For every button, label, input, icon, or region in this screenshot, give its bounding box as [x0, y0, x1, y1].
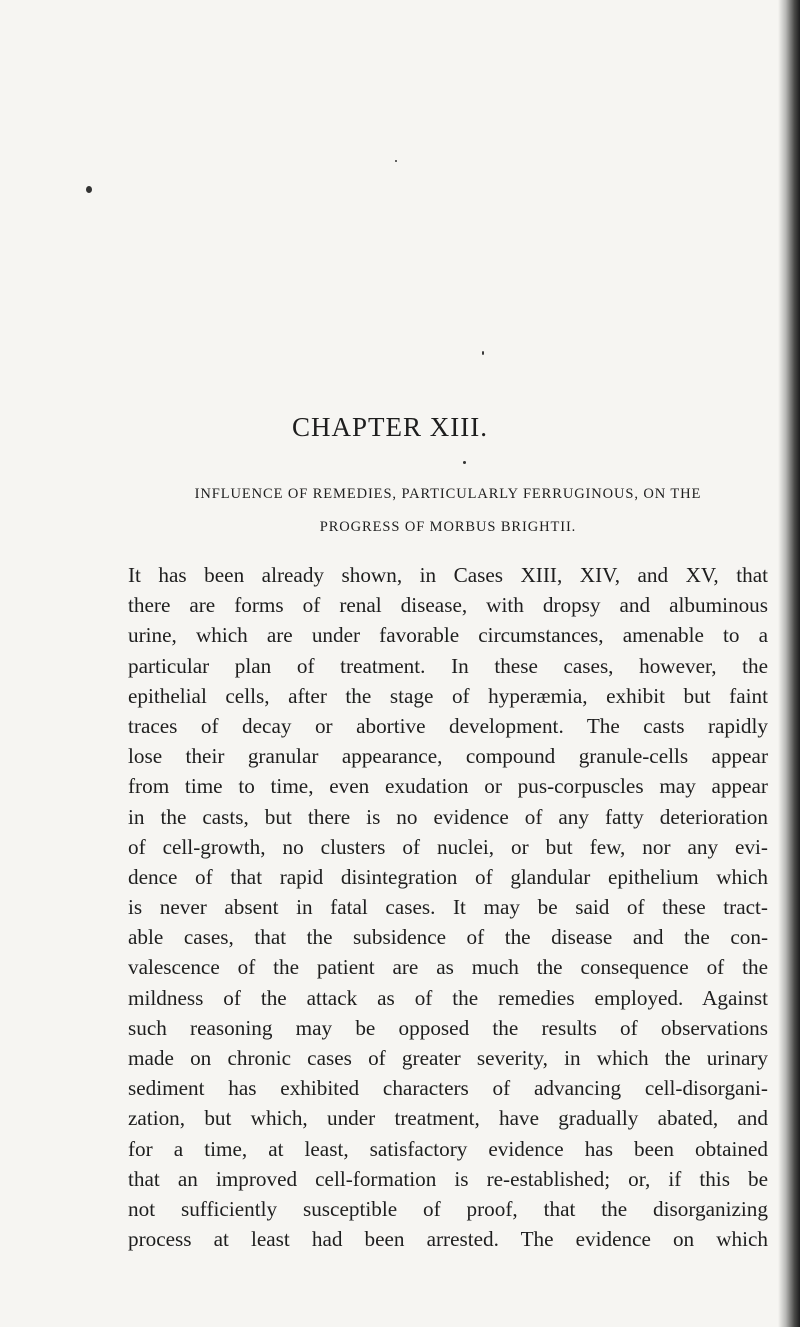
text-line: valescence of the patient are as much the consequence of the [128, 955, 768, 980]
subtitle-line-1: INFLUENCE OF REMEDIES, PARTICULARLY FERRUGINOUS, ON THE [194, 486, 702, 502]
subtitle-line-2: PROGRESS OF MORBUS BRIGHTII. [319, 519, 577, 535]
text-line: lose their granular appearance, compound granule-cells appear [128, 744, 768, 769]
print-speck [395, 160, 397, 162]
text-line: able cases, that the subsidence of the disease and the con- [128, 925, 768, 950]
text-line: traces of decay or abortive development. The casts rapidly [128, 713, 768, 738]
text-line: for a time, at least, satisfactory evidence has been obtained [128, 1136, 768, 1161]
chapter-subtitle [128, 478, 768, 544]
text-line: particular plan of treatment. In these cases, however, the [128, 653, 768, 678]
text-line: urine, which are under favorable circumstances, amenable to a [128, 623, 768, 648]
print-speck [463, 461, 466, 464]
text-line: process at least had been arrested. The evidence on which [128, 1227, 768, 1252]
text-line: epithelial cells, after the stage of hyperæmia, exhibit but faint [128, 683, 768, 708]
text-line: sediment has exhibited characters of advancing cell-disorgani- [128, 1076, 768, 1101]
text-line: mildness of the attack as of the remedies employed. Against [128, 985, 768, 1010]
text-line: dence of that rapid disintegration of glandular epithelium which [128, 864, 768, 889]
text-line: there are forms of renal disease, with dropsy and albuminous [128, 593, 768, 618]
binding-edge-shadow [778, 0, 800, 1327]
text-line: of cell-growth, no clusters of nuclei, or but few, nor any evi- [128, 834, 768, 859]
text-line: zation, but which, under treatment, have gradually abated, and [128, 1106, 768, 1131]
text-line: in the casts, but there is no evidence of any fatty deterioration [128, 804, 768, 829]
chapter-title: CHAPTER XIII. [292, 412, 488, 442]
text-line: made on chronic cases of greater severity, in which the urinary [128, 1046, 768, 1070]
text-line: is never absent in fatal cases. It may be said of these tract- [128, 895, 768, 920]
text-line: that an improved cell-formation is re-established; or, if this be [128, 1166, 768, 1191]
print-speck [86, 186, 92, 193]
text-line: It has been already shown, in Cases XIII, XIV, and XV, that [128, 563, 768, 587]
text-line: such reasoning may be opposed the results of observations [128, 1015, 768, 1040]
text-line: not sufficiently susceptible of proof, that the disorganizing [128, 1196, 768, 1221]
print-speck [482, 351, 484, 355]
text-line: from time to time, even exudation or pus-corpuscles may appear [128, 774, 768, 799]
body-paragraph [128, 560, 768, 1254]
